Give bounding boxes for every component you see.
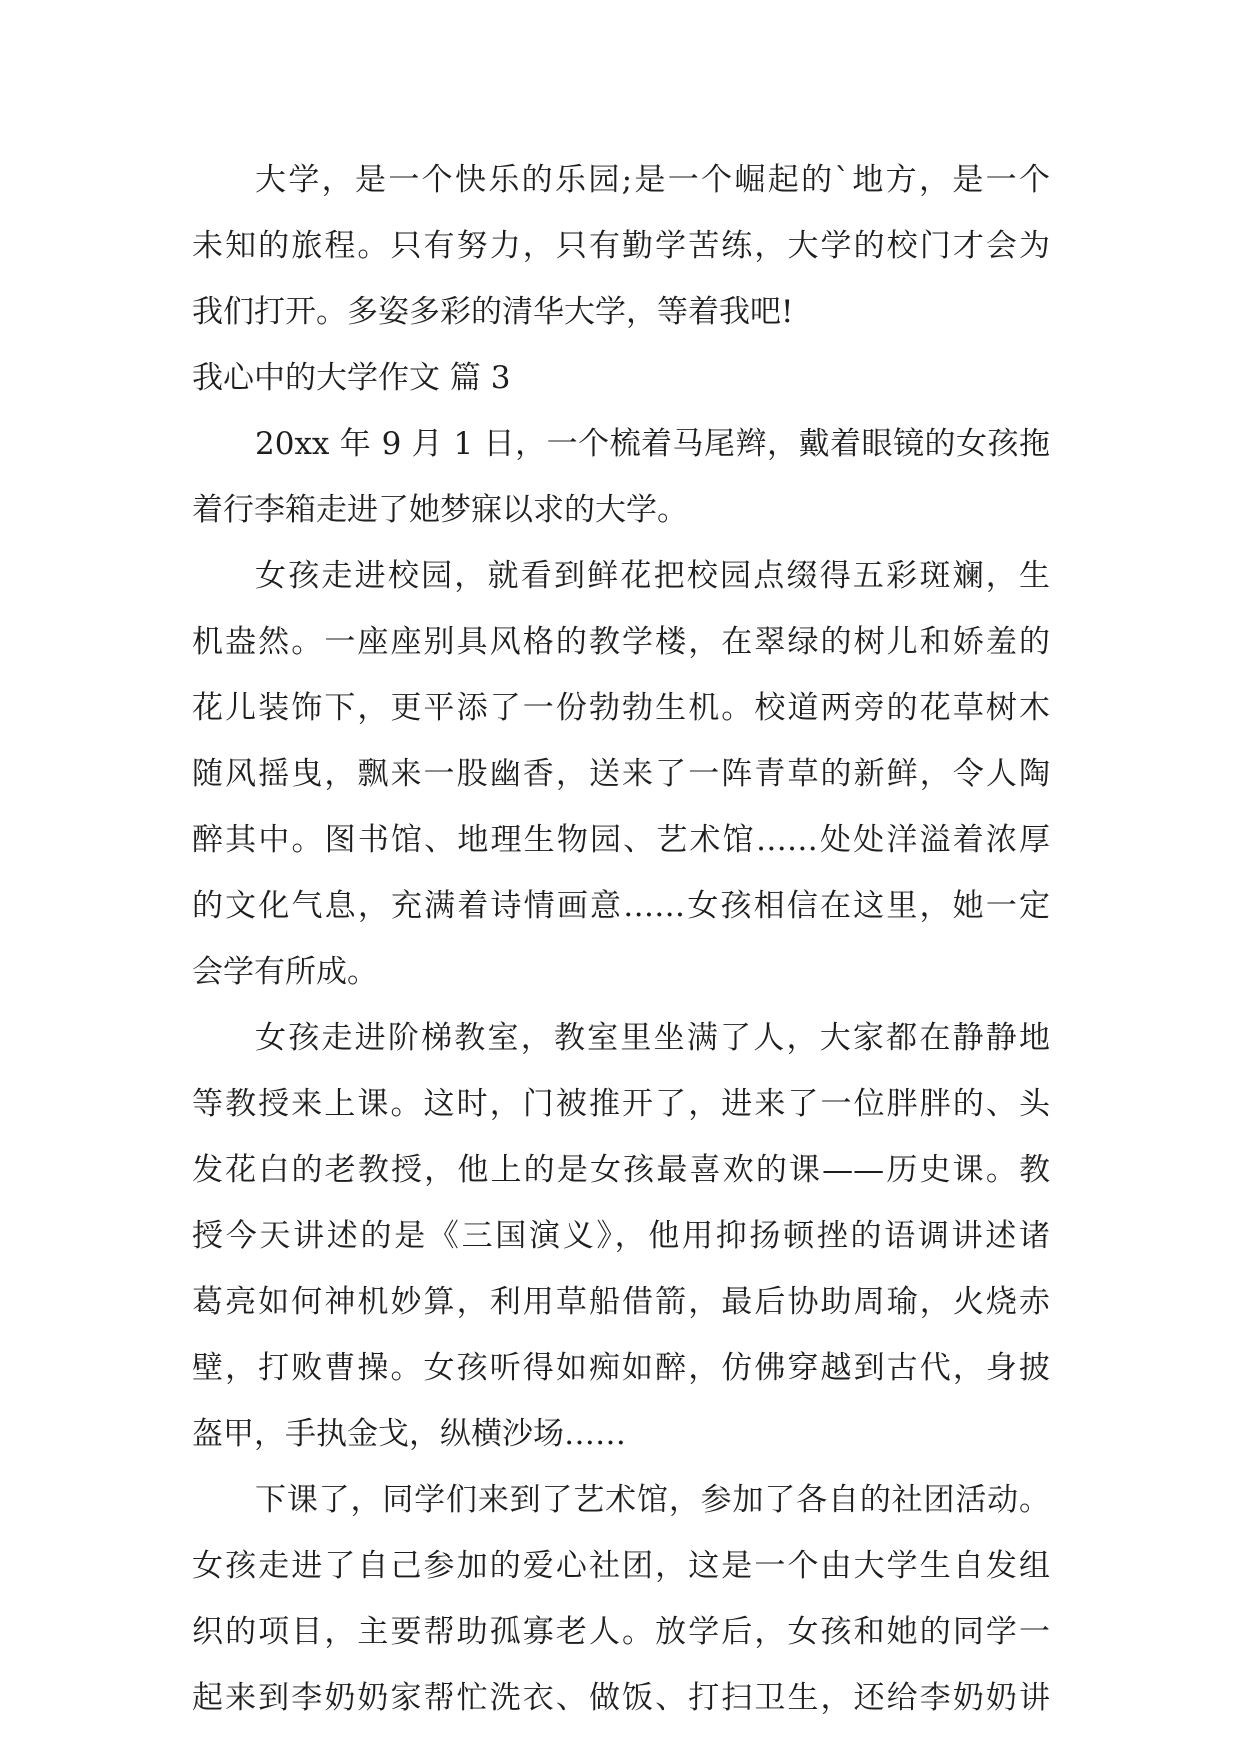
paragraph-4-line-3: 发花白的老教授，他上的是女孩最喜欢的课——历史课。教 <box>192 1152 1050 1188</box>
paragraph-3-line-4: 随风摇曳，飘来一股幽香，送来了一阵青草的新鲜，令人陶 <box>192 756 1050 792</box>
paragraph-2-line-1: 20xx 年 9 月 1 日，一个梳着马尾辫，戴着眼镜的女孩拖 <box>255 426 1050 462</box>
paragraph-3-line-7: 会学有所成。 <box>192 954 378 990</box>
paragraph-3-line-6: 的文化气息，充满着诗情画意……女孩相信在这里，她一定 <box>192 888 1050 924</box>
paragraph-4-line-6: 壁，打败曹操。女孩听得如痴如醉，仿佛穿越到古代，身披 <box>192 1350 1050 1386</box>
paragraph-1-line-2: 未知的旅程。只有努力，只有勤学苦练，大学的校门才会为 <box>192 228 1050 264</box>
paragraph-5-line-3: 织的项目，主要帮助孤寡老人。放学后，女孩和她的同学一 <box>192 1614 1050 1650</box>
paragraph-4-line-2: 等教授来上课。这时，门被推开了，进来了一位胖胖的、头 <box>192 1086 1050 1122</box>
paragraph-4-line-5: 葛亮如何神机妙算，利用草船借箭，最后协助周瑜，火烧赤 <box>192 1284 1050 1320</box>
paragraph-5-line-1: 下课了，同学们来到了艺术馆，参加了各自的社团活动。 <box>255 1482 1050 1518</box>
paragraph-4-line-4: 授今天讲述的是《三国演义》，他用抑扬顿挫的语调讲述诸 <box>192 1218 1050 1254</box>
paragraph-2-line-2: 着行李箱走进了她梦寐以求的大学。 <box>192 492 688 528</box>
paragraph-3-line-2: 机盎然。一座座别具风格的教学楼，在翠绿的树儿和娇羞的 <box>192 624 1050 660</box>
paragraph-3-line-1: 女孩走进校园，就看到鲜花把校园点缀得五彩斑斓，生 <box>255 558 1050 594</box>
paragraph-4-line-7: 盔甲，手执金戈，纵横沙场…… <box>192 1416 626 1452</box>
paragraph-1-line-1: 大学，是一个快乐的乐园;是一个崛起的`地方，是一个 <box>255 162 1050 198</box>
paragraph-5-line-2: 女孩走进了自己参加的爱心社团，这是一个由大学生自发组 <box>192 1548 1050 1584</box>
paragraph-1-line-3: 我们打开。多姿多彩的清华大学，等着我吧! <box>192 294 794 330</box>
paragraph-4-line-1: 女孩走进阶梯教室，教室里坐满了人，大家都在静静地 <box>255 1020 1050 1056</box>
paragraph-5-line-4: 起来到李奶奶家帮忙洗衣、做饭、打扫卫生，还给李奶奶讲 <box>192 1680 1050 1716</box>
section-heading: 我心中的大学作文 篇 3 <box>192 360 511 396</box>
paragraph-3-line-3: 花儿装饰下，更平添了一份勃勃生机。校道两旁的花草树木 <box>192 690 1050 726</box>
paragraph-3-line-5: 醉其中。图书馆、地理生物园、艺术馆……处处洋溢着浓厚 <box>192 822 1050 858</box>
